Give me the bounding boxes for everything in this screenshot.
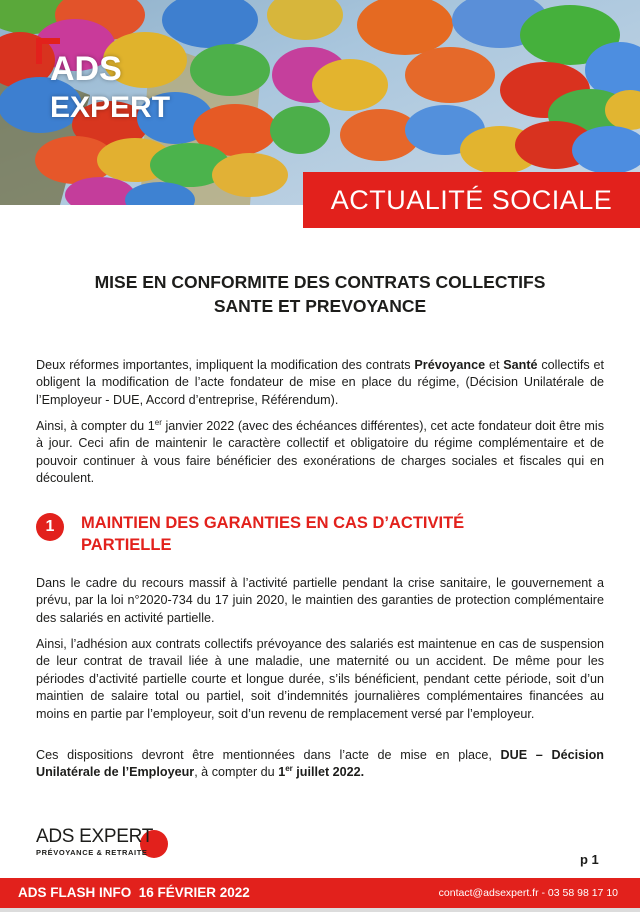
- section-number-badge: 1: [36, 513, 64, 541]
- text: collectifs et obligent la modification de l’acte fondateur de mise en place du régime, (Décision Unilatérale de l’Employeur - DUE, Accord d’entreprise, Référendum).: [36, 358, 604, 407]
- text: 1: [278, 765, 286, 780]
- page-title: [20, 270, 620, 318]
- section-1-paragraph-2: Ainsi, l’adhésion aux contrats collectifs prévoyance des salariés est maintenue en cas de suspension de leur contrat de travail liée à une maladie, une maternité ou un accident. De même pour les périodes d’activité partielle courte et longue durée, s’ils bénéficient, pendant cette période, soit d’un maintien de salaire total ou partiel, soit d’indemnités journalières complémentaires financées au moins en partie par l’employeur, soit d’un revenu de remplacement versé par l’employeur.: [36, 637, 604, 721]
- section-title-line-1: MAINTIEN DES GARANTIES EN CAS D’ACTIVITÉ: [81, 514, 465, 532]
- text: Ainsi, à compter du 1: [36, 419, 155, 433]
- footer-divider: [0, 908, 640, 912]
- page-number: p 1: [580, 852, 599, 867]
- footer-logo-tagline: PRÉVOYANCE & RETRAITE: [36, 848, 148, 857]
- contact-info[interactable]: contact@adsexpert.fr - 03 58 98 17 10: [438, 887, 618, 899]
- section-banner: ACTUALITÉ SOCIALE: [303, 172, 640, 228]
- section-title-line-2: PARTIELLE: [81, 536, 172, 554]
- superscript: er: [154, 417, 162, 427]
- section-title: [81, 512, 561, 556]
- text: juillet 2022.: [292, 765, 365, 780]
- footer-bar: [0, 878, 640, 908]
- text: , à compter du: [194, 765, 279, 780]
- section-1-paragraph-3: [36, 747, 604, 782]
- logo-line-1: ADS: [50, 50, 122, 88]
- intro-paragraph-1: [36, 357, 604, 409]
- bold-text: Prévoyance: [414, 358, 486, 372]
- text: Deux réformes importantes, impliquent la modification des contrats: [36, 358, 415, 372]
- footer-logo-name: ADS EXPERT: [36, 826, 154, 847]
- text: Ces dispositions devront être mentionnées dans l’acte de mise en place,: [36, 748, 501, 762]
- text: et: [485, 358, 504, 372]
- title-line-1: MISE EN CONFORMITE DES CONTRATS COLLECTIFS: [94, 272, 546, 292]
- superscript: er: [285, 764, 293, 774]
- title-line-2: SANTE ET PREVOYANCE: [213, 296, 427, 316]
- intro-paragraph-2: [36, 418, 604, 488]
- newsletter-title-date: ADS FLASH INFO 16 FÉVRIER 2022: [18, 885, 250, 900]
- bold-text: DUE – Décision Unilatérale de l’Employeur: [36, 748, 604, 780]
- section-1-paragraph-1: Dans le cadre du recours massif à l’activité partielle pendant la crise sanitaire, le gouvernement a prévu, par la loi n°2020-734 du 17 juin 2020, le maintien des garanties de protection complémentaire des salariés en activité partielle.: [36, 576, 604, 625]
- text: janvier 2022 (avec des échéances différentes), cet acte fondateur doit être mis à jour. Ceci afin de maintenir le caractère collectif et obligatoire du régime complémentaire et de pouvoir continuer à vous faire bénéficier des exonérations de charges sociales et fiscales qui en découlent.: [36, 419, 604, 486]
- logo-line-2: EXPERT: [50, 91, 171, 124]
- bold-text: [278, 765, 364, 779]
- bold-text: Santé: [503, 358, 538, 372]
- footer-logo: [36, 827, 153, 858]
